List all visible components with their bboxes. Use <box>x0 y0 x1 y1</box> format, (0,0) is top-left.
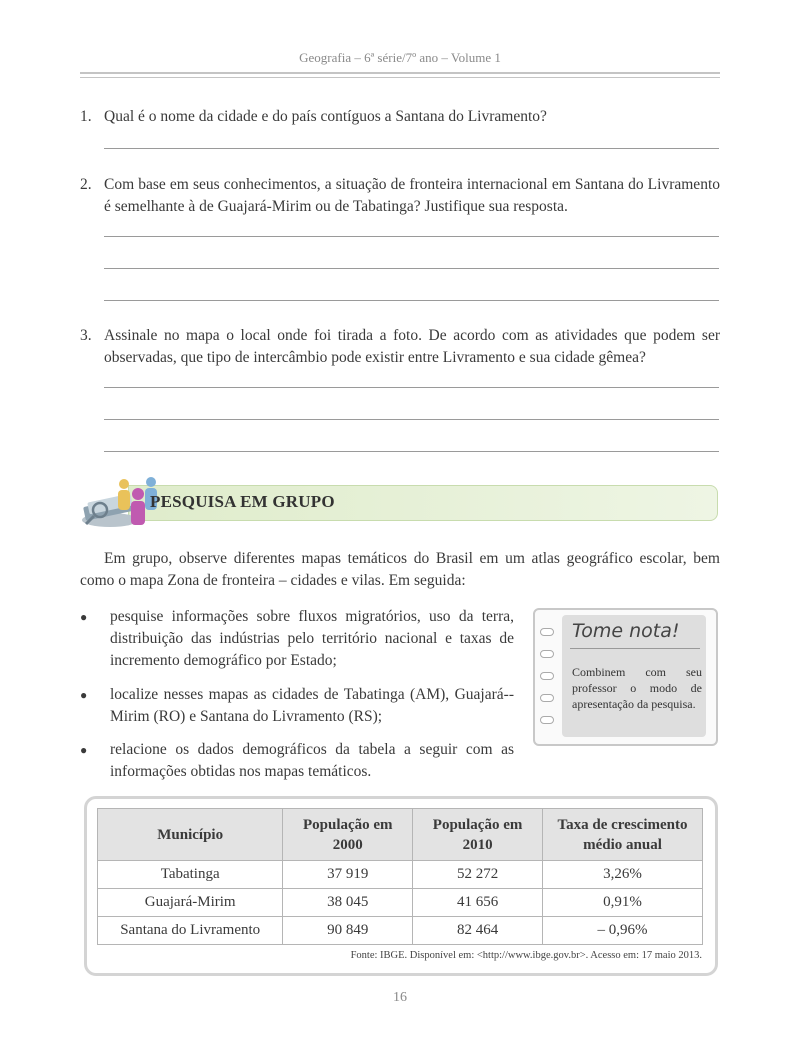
list-item-text: relacione os dados demográficos da tabela a seguir com as informações obtidas nos mapas temáticos. <box>110 741 514 780</box>
binder-ring-icon <box>540 628 554 636</box>
bullet-icon: ● <box>80 610 88 624</box>
running-header: Geografia – 6ª série/7º ano – Volume 1 <box>299 50 501 65</box>
table-cell: 0,91% <box>543 889 703 917</box>
note-title: Tome nota! <box>572 620 680 642</box>
question-number: 1. <box>80 108 92 125</box>
question-1 <box>80 106 720 128</box>
list-item-text: pesquise informações sobre fluxos migratórios, uso da terra, distribuição das indústrias pelo território nacional e taxas de incremento demográfico por Estado; <box>110 608 514 669</box>
table-cell: Guajará-Mirim <box>98 889 283 917</box>
question-number: 2. <box>80 176 92 193</box>
answer-line[interactable] <box>104 236 719 237</box>
column-header <box>413 809 543 861</box>
question-text: Com base em seus conhecimentos, a situação de fronteira internacional em Santana do Livramento é semelhante à de Guajará-Mirim ou de Tabatinga? Justifique sua resposta. <box>104 176 720 215</box>
table-cell: 38 045 <box>283 889 413 917</box>
question-2 <box>80 174 720 218</box>
bullet-icon: ● <box>80 743 88 757</box>
answer-line[interactable] <box>104 419 719 420</box>
table-header-row <box>98 809 703 861</box>
intro-paragraph: Em grupo, observe diferentes mapas temáticos do Brasil em um atlas geográfico escolar, bem como o mapa Zona de fronteira – cidades e vilas. Em seguida: <box>80 550 720 589</box>
bullet-icon: ● <box>80 688 88 702</box>
column-header-text: População em 2010 <box>432 816 523 853</box>
list-item <box>80 684 514 728</box>
table-row <box>98 861 703 889</box>
note-body: Combinem com seu professor o modo de apresentação da pesquisa. <box>572 665 702 711</box>
question-text: Qual é o nome da cidade e do país contíguos a Santana do Livramento? <box>104 108 547 125</box>
list-item-text: localize nesses mapas as cidades de Tabatinga (AM), Guajará--Mirim (RO) e Santana do Livramento (RS); <box>110 686 514 725</box>
population-table <box>97 808 703 945</box>
table-row <box>98 889 703 917</box>
table-cell: Santana do Livramento <box>98 917 283 945</box>
table-cell: 82 464 <box>413 917 543 945</box>
column-header-text: População em 2000 <box>302 816 393 853</box>
column-header-text: Taxa de crescimento médio anual <box>557 816 688 853</box>
list-item <box>80 606 514 672</box>
answer-line[interactable] <box>104 387 719 388</box>
column-header <box>543 809 703 861</box>
question-text: Assinale no mapa o local onde foi tirada a foto. De acordo com as atividades que podem ser observadas, que tipo de intercâmbio pode existir entre Livramento e sua cidade gêmea? <box>104 327 720 366</box>
page-number: 16 <box>393 990 407 1005</box>
table-cell: 3,26% <box>543 861 703 889</box>
answer-line[interactable] <box>104 148 719 149</box>
section-title: PESQUISA EM GRUPO <box>150 492 335 511</box>
header-rule-thin <box>80 77 720 78</box>
answer-line[interactable] <box>104 451 719 452</box>
table-cell: – 0,96% <box>543 917 703 945</box>
table-cell: 52 272 <box>413 861 543 889</box>
question-3 <box>80 325 720 369</box>
table-cell: Tabatinga <box>98 861 283 889</box>
table-source: Fonte: IBGE. Disponível em: <http://www.ibge.gov.br>. Acesso em: 17 maio 2013. <box>350 950 702 961</box>
question-number: 3. <box>80 327 92 344</box>
binder-ring-icon <box>540 694 554 702</box>
binder-ring-icon <box>540 716 554 724</box>
note-title-underline <box>570 648 700 649</box>
column-header <box>283 809 413 861</box>
header-rule <box>80 72 720 74</box>
answer-line[interactable] <box>104 268 719 269</box>
binder-ring-icon <box>540 650 554 658</box>
answer-line[interactable] <box>104 300 719 301</box>
list-item <box>80 739 514 783</box>
table-cell: 41 656 <box>413 889 543 917</box>
binder-ring-icon <box>540 672 554 680</box>
table-row <box>98 917 703 945</box>
table-cell: 90 849 <box>283 917 413 945</box>
column-header: Município <box>98 809 283 861</box>
table-cell: 37 919 <box>283 861 413 889</box>
